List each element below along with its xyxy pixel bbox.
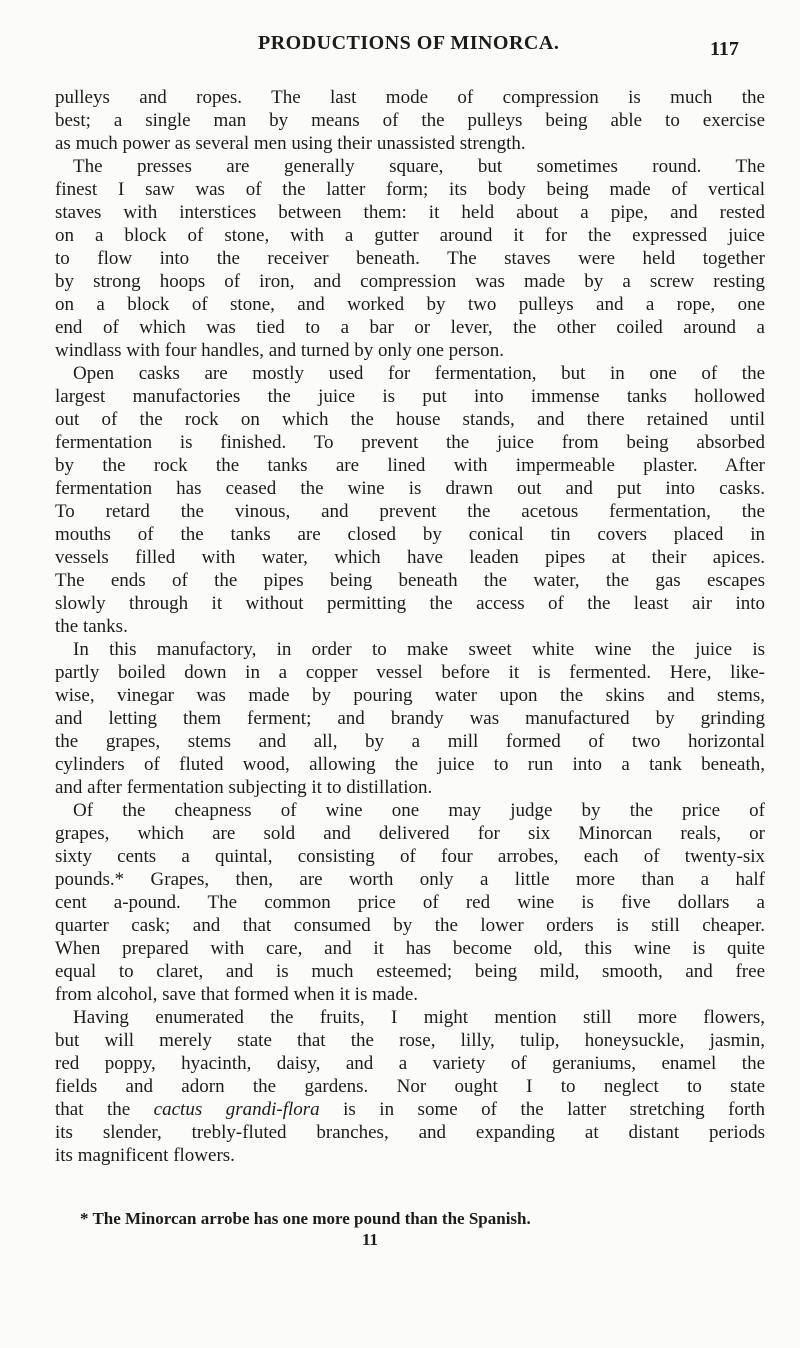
text-line: and after fermentation subjecting it to distillation. <box>55 777 433 798</box>
text-line: the grapes, stems and all, by a mill formed of two horizontal <box>55 731 765 752</box>
text-line: In this manufactory, in order to make sweet white wine the juice is <box>73 639 765 660</box>
text-line: to flow into the receiver beneath. The staves were held together <box>55 248 765 269</box>
text-line: best; a single man by means of the pulleys being able to exercise <box>55 110 765 131</box>
text-line: Of the cheapness of wine one may judge by the price of <box>73 800 765 821</box>
text-line: on a block of stone, with a gutter around it for the expressed juice <box>55 225 765 246</box>
text-line: end of which was tied to a bar or lever, the other coiled around a <box>55 317 765 338</box>
text-line: out of the rock on which the house stands, and there retained until <box>55 409 765 430</box>
text-line: fermentation has ceased the wine is drawn out and put into casks. <box>55 478 765 499</box>
text-line: and letting them ferment; and brandy was manufactured by grinding <box>55 708 765 729</box>
text-line: largest manufactories the juice is put into immense tanks hollowed <box>55 386 765 407</box>
text-line: fields and adorn the gardens. Nor ought I to neglect to state <box>55 1076 765 1097</box>
text-line: its magnificent flowers. <box>55 1145 235 1166</box>
signature-text: 11 <box>361 1230 379 1249</box>
running-head <box>0 32 800 62</box>
text-line: on a block of stone, and worked by two pulleys and a rope, one <box>55 294 765 315</box>
text-line: partly boiled down in a copper vessel before it is fermented. Here, like- <box>55 662 765 683</box>
text-line: but will merely state that the rose, lilly, tulip, honeysuckle, jasmin, <box>55 1030 765 1051</box>
text-line: pounds.* Grapes, then, are worth only a little more than a half <box>55 869 765 890</box>
running-title: PRODUCTIONS OF MINORCA. <box>258 32 560 54</box>
text-line: fermentation is finished. To prevent the juice from being absorbed <box>55 432 765 453</box>
text-line: wise, vinegar was made by pouring water upon the skins and stems, <box>55 685 765 706</box>
text-line: Having enumerated the fruits, I might mention still more flowers, <box>73 1007 765 1028</box>
text-line: windlass with four handles, and turned by only one person. <box>55 340 505 361</box>
text-line: the tanks. <box>55 616 128 637</box>
text-line: cylinders of fluted wood, allowing the juice to run into a tank beneath, <box>55 754 765 775</box>
text-line: Open casks are mostly used for fermentation, but in one of the <box>73 363 765 384</box>
text-line: pulleys and ropes. The last mode of compression is much the <box>55 87 765 108</box>
footnote: * The Minorcan arrobe has one more pound than the Spanish. <box>80 1209 531 1228</box>
text-line: by strong hoops of iron, and compression was made by a screw resting <box>55 271 765 292</box>
text-line: equal to claret, and is much esteemed; being mild, smooth, and free <box>55 961 765 982</box>
text-line: finest I saw was of the latter form; its body being made of vertical <box>55 179 765 200</box>
italic-term: cactus grandi-flora <box>153 1099 320 1120</box>
text-line: cent a-pound. The common price of red wine is five dollars a <box>55 892 765 913</box>
text-line: When prepared with care, and it has become old, this wine is quite <box>55 938 765 959</box>
text-line: red poppy, hyacinth, daisy, and a variety of geraniums, enamel the <box>55 1053 765 1074</box>
text-line: staves with interstices between them: it held about a pipe, and rested <box>55 202 765 223</box>
signature-mark <box>0 1230 800 1250</box>
text-line: mouths of the tanks are closed by conical tin covers placed in <box>55 524 765 545</box>
text-line: from alcohol, save that formed when it is made. <box>55 984 419 1005</box>
text-line: quarter cask; and that consumed by the lower orders is still cheaper. <box>55 915 765 936</box>
text-line: The presses are generally square, but sometimes round. The <box>73 156 765 177</box>
text-line: vessels filled with water, which have leaden pipes at their apices. <box>55 547 765 568</box>
text-line: The ends of the pipes being beneath the water, the gas escapes <box>55 570 765 591</box>
text-line: as much power as several men using their unassisted strength. <box>55 133 526 154</box>
text-line: To retard the vinous, and prevent the acetous fermentation, the <box>55 501 765 522</box>
text-line: sixty cents a quintal, consisting of four arrobes, each of twenty-six <box>55 846 765 867</box>
body-text <box>55 86 765 1167</box>
text-line: by the rock the tanks are lined with impermeable plaster. After <box>55 455 765 476</box>
text-line: slowly through it without permitting the access of the least air into <box>55 593 765 614</box>
page-number: 117 <box>710 38 739 60</box>
text-line: its slender, trebly-fluted branches, and expanding at distant periods <box>55 1122 765 1143</box>
text-line: that the cactus grandi-flora is in some of the latter stretching forth <box>55 1099 765 1120</box>
text-line: grapes, which are sold and delivered for six Minorcan reals, or <box>55 823 765 844</box>
